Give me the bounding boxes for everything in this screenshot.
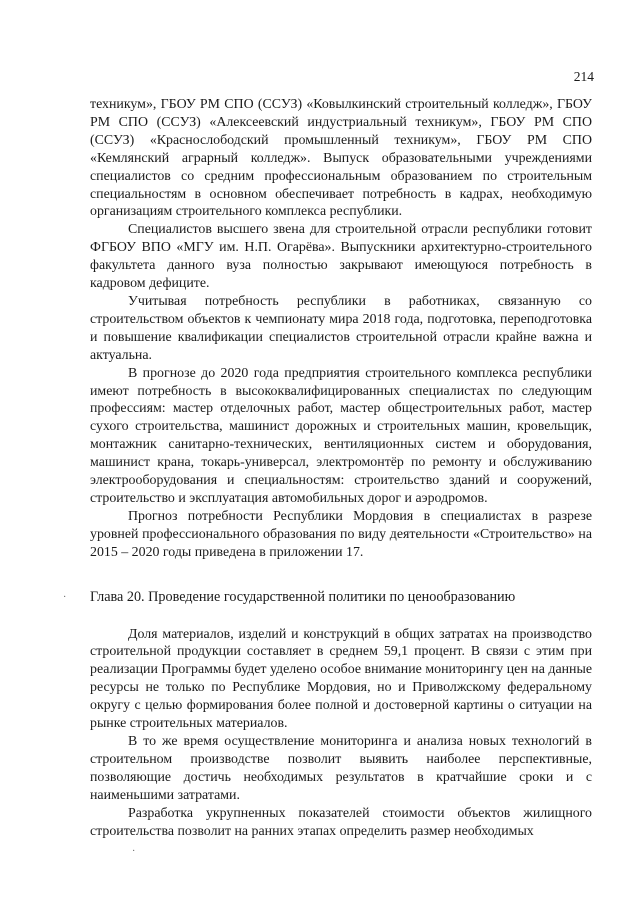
paragraph: Учитывая потребность республики в работниках, связанную со строительством объектов к чемпионату мира 2018 года, подготовка, переподготовка и повышение квалификации специалистов строительной отрасли крайне важна и актуальна.: [90, 293, 592, 363]
paragraph: техникум», ГБОУ РМ СПО (ССУЗ) «Ковылкинский строительный колледж», ГБОУ РМ СПО (ССУЗ) «Алексеевский индустриальный техникум», ГБОУ РМ СПО (ССУЗ) «Краснослободский промышленный техникум», ГБОУ РМ СПО «Кемлянский аграрный колледж». Выпуск образовательными учреждениями специалистов со средним профессиональным образованием по строительным специальностям в основном обеспечивает потребность в кадрах, необходимую организациям строительного комплекса республики.: [90, 97, 592, 220]
paragraph: Прогноз потребности Республики Мордовия в специалистах в разрезе уровней профессионального образования по виду деятельности «Строительство» на 2015 – 2020 годы приведена в приложении 17.: [90, 508, 592, 560]
paragraph: Специалистов высшего звена для строительной отрасли республики готовит ФГБОУ ВПО «МГУ им. Н.П. Огарёва». Выпускники архитектурно-строительного факультета данного вуза полностью закрывают имеющуюся потребность в кадровом дефиците.: [90, 222, 592, 292]
page-number: 214: [573, 69, 594, 84]
heading-spacer: [90, 606, 592, 626]
paragraph: Разработка укрупненных показателей стоимости объектов жилищного строительства позволит на ранних этапах определить размер необходимых: [90, 805, 592, 839]
chapter-heading: Глава 20. Проведение государственной политики по ценообразованию: [90, 588, 516, 605]
page-body: [90, 96, 592, 840]
scan-speck: ·: [132, 846, 136, 857]
paragraph: В то же время осуществление мониторинга и анализа новых технологий в строительном производстве позволит выявить наиболее перспективные, позволяющие достичь необходимых результатов в кратчайшие сроки и с наименьшими затратами.: [90, 734, 592, 803]
paragraph: Доля материалов, изделий и конструкций в общих затратах на производство строительной продукции составляет в среднем 59,1 процент. В связи с этим при реализации Программы будет уделено особое внимание мониторингу цен на данные ресурсы не только по Республике Мордовия, но и Приволжскому федеральному округу с целью формирования более полной и достоверной картины о ситуации на рынке строительных материалов.: [90, 626, 592, 732]
paragraph: В прогнозе до 2020 года предприятия строительного комплекса республики имеют потребность в высококвалифицированных специалистах по следующим профессиям: мастер отделочных работ, мастер общестроительных работ, мастер сухого строительства, машинист дорожных и строительных машин, кровельщик, монтажник санитарно-технических, вентиляционных систем и оборудования, машинист крана, токарь-универсал, электромонтёр по ремонту и обслуживанию электрооборудования и специальностям: строительство зданий и сооружений, строительство и эксплуатация автомобильных дорог и аэродромов.: [90, 365, 592, 506]
section-spacer: [90, 562, 592, 588]
scan-speck: ·: [63, 592, 67, 603]
